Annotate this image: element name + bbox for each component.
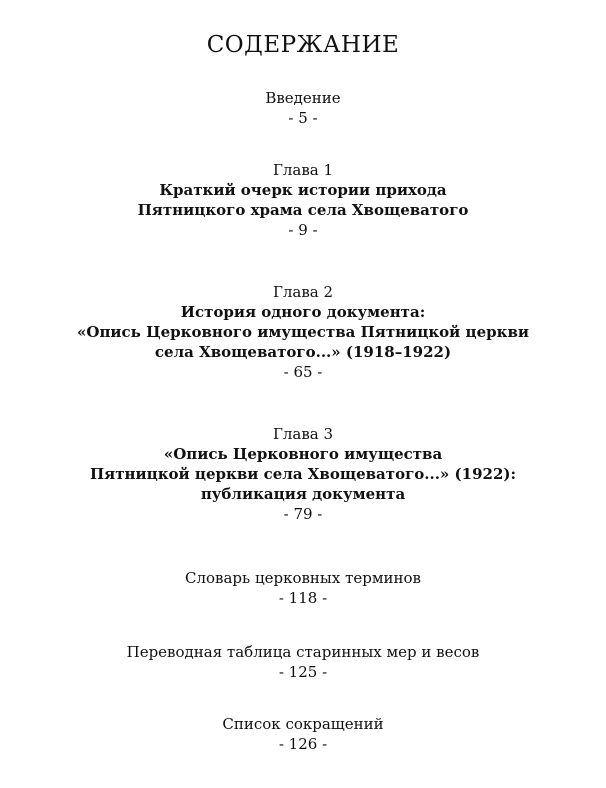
toc-page-number: - 5 - [288,109,318,127]
chapter-title-line: «Опись Церковного имущества [163,445,443,463]
toc-entry-chapter-1 [0,160,606,240]
toc-entry-label: Словарь церковных терминов [184,569,421,587]
toc-entry-introduction [0,88,606,128]
toc-entry-abbreviations [0,714,606,754]
toc-page-number: - 9 - [288,221,318,239]
chapter-label: Глава 1 [272,161,334,179]
chapter-title-line: Краткий очерк истории прихода [159,181,447,199]
toc-page-number: - 125 - [278,663,328,681]
toc-page-number: - 118 - [278,589,328,607]
toc-entry-measures-table [0,642,606,682]
toc-entry-label: Список сокращений [222,715,384,733]
toc-entry-chapter-2 [0,282,606,382]
toc-page-number: - 79 - [283,505,323,523]
chapter-label: Глава 2 [272,283,334,301]
chapter-title-line: История одного документа: [180,303,426,321]
toc-page-number: - 65 - [283,363,323,381]
page-title: СОДЕРЖАНИЕ [206,32,400,58]
toc-entry-glossary [0,568,606,608]
chapter-title-line: села Хвощеватого...» (1918–1922) [154,343,452,361]
toc-entry-chapter-3 [0,424,606,524]
toc-entry-label: Введение [265,89,341,107]
chapter-title-line: Пятницкого храма села Хвощеватого [137,201,469,219]
chapter-label: Глава 3 [272,425,334,443]
toc-entry-label: Переводная таблица старинных мер и весов [126,643,480,661]
chapter-title-line: Пятницкой церкви села Хвощеватого...» (1922): [89,465,517,483]
toc-page-number: - 126 - [278,735,328,753]
chapter-title-line: «Опись Церковного имущества Пятницкой церкви [77,323,529,341]
chapter-title-line: публикация документа [200,485,406,503]
